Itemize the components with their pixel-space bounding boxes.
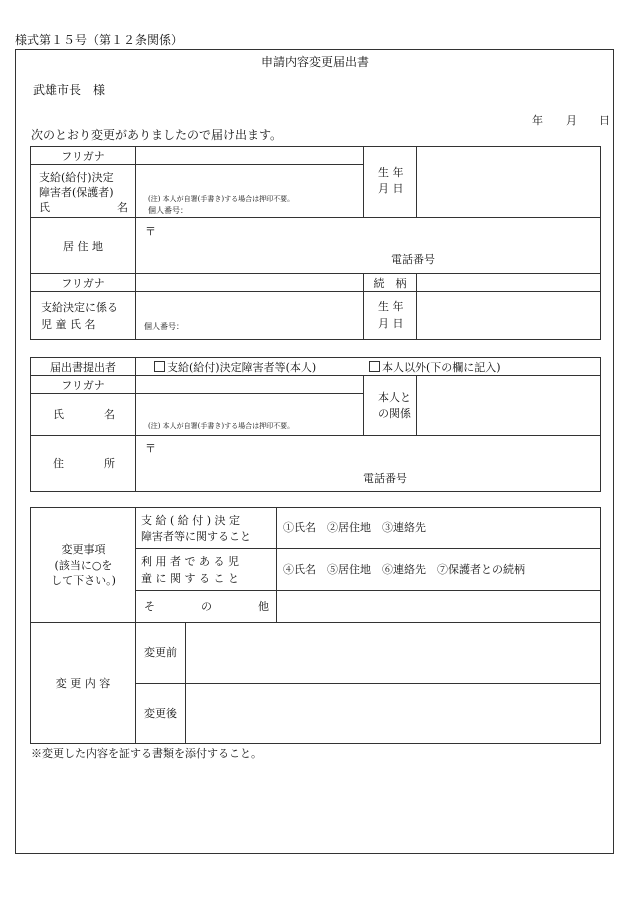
submitter-furigana-label: フリガナ <box>31 376 136 394</box>
child-furigana-label: フリガナ <box>31 274 136 292</box>
submitter-name-label: 氏 名 <box>31 394 136 436</box>
change-table <box>30 507 601 744</box>
recipient-name-field[interactable] <box>136 165 364 218</box>
date-year-label: 年 <box>532 114 543 127</box>
child-birthdate-field[interactable] <box>417 292 601 340</box>
category-child-options[interactable]: ④氏名 ⑤居住地 ⑥連絡先 ⑦保護者との続柄 <box>277 549 601 591</box>
phone-label: 電話番号 <box>391 253 435 266</box>
before-field[interactable] <box>186 623 601 684</box>
category-child: 利 用 者 で あ る 児 童 に 関 す る こ と <box>136 549 277 591</box>
category-recipient-options[interactable]: ①氏名 ②居住地 ③連絡先 <box>277 508 601 549</box>
recipient-name-label: 支給(給付)決定 障害者(保護者) 氏 名 <box>31 165 136 218</box>
personal-number-label: 個人番号： <box>148 206 188 215</box>
before-label: 変更前 <box>136 623 186 684</box>
child-name-field[interactable] <box>136 292 364 340</box>
relationship-field[interactable] <box>417 274 601 292</box>
postal-mark: 〒 <box>145 225 156 238</box>
relation-to-self-label: 本人と の関係 <box>364 376 417 436</box>
form-title: 申請内容変更届出書 <box>260 55 369 69</box>
furigana-field[interactable] <box>136 147 364 165</box>
addressee: 武雄市長 様 <box>33 83 106 97</box>
option-other[interactable]: 本人以外(下の欄に記入) <box>369 361 501 373</box>
footer-note: ※変更した内容を証する書類を添付すること。 <box>31 747 262 760</box>
checkbox-other[interactable] <box>369 361 380 372</box>
child-birthdate-label: 生 年 月 日 <box>364 292 417 340</box>
intro-text: 次のとおり変更がありましたので届け出ます。 <box>31 128 283 142</box>
date-day-label: 日 <box>599 114 610 127</box>
date-month-label: 月 <box>566 114 577 127</box>
option-self[interactable]: 支給(給付)決定障害者等(本人) <box>154 361 316 373</box>
seal-note: (注) 本人が自署(手書き)する場合は押印不要。 <box>148 195 295 203</box>
submitter-address-label: 住 所 <box>31 436 136 492</box>
residence-label: 居 住 地 <box>31 218 136 274</box>
child-furigana-field[interactable] <box>136 274 364 292</box>
relationship-label: 続 柄 <box>364 274 417 292</box>
submitter-label: 届出書提出者 <box>31 358 136 376</box>
furigana-label: フリガナ <box>31 147 136 165</box>
submitter-seal-note: (注) 本人が自署(手書き)する場合は押印不要。 <box>148 422 295 430</box>
change-items-label: 変更事項 (該当に○を して下さい。) <box>31 508 136 623</box>
birthdate-label: 生 年 月 日 <box>364 147 417 218</box>
birthdate-field[interactable] <box>417 147 601 218</box>
form-number: 様式第１５号（第１２条関係） <box>15 33 184 47</box>
submitter-phone-label: 電話番号 <box>363 472 407 485</box>
residence-field[interactable] <box>136 218 601 274</box>
submitter-address-field[interactable] <box>136 436 601 492</box>
submitter-options <box>136 358 601 376</box>
child-name-label: 支給決定に係る 児 童 氏 名 <box>31 292 136 340</box>
category-other-field[interactable] <box>277 591 601 623</box>
child-personal-number-label: 個人番号： <box>144 322 184 331</box>
submitter-postal-mark: 〒 <box>145 442 156 455</box>
checkbox-self[interactable] <box>154 361 165 372</box>
after-label: 変更後 <box>136 684 186 744</box>
relation-to-self-field[interactable] <box>417 376 601 436</box>
submitter-name-field[interactable] <box>136 394 364 436</box>
category-other: そ の 他 <box>136 591 277 623</box>
category-recipient: 支 給 ( 給 付 ) 決 定 障害者等に関すること <box>136 508 277 549</box>
after-field[interactable] <box>186 684 601 744</box>
submitter-table <box>30 357 601 492</box>
change-content-label: 変 更 内 容 <box>31 623 136 744</box>
applicant-table <box>30 146 601 340</box>
submitter-furigana-field[interactable] <box>136 376 364 394</box>
